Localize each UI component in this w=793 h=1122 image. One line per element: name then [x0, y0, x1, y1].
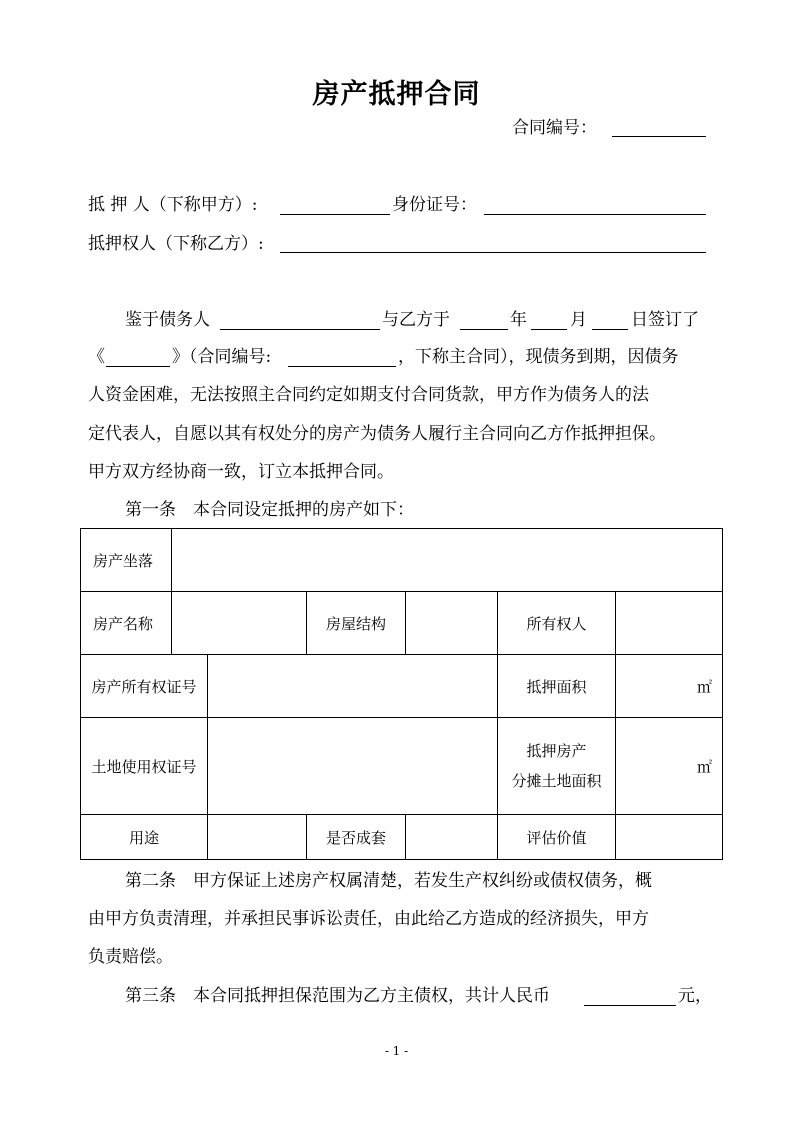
article-3-prefix: 第三条 本合同抵押担保范围为乙方主债权，共计人民币 [125, 986, 550, 1006]
owner-label: 所有权人 [498, 592, 616, 655]
mortgagor-blank[interactable] [280, 214, 390, 215]
location-value-cell[interactable] [172, 529, 723, 592]
mortgagor-label: 抵 押 人（下称甲方）: [88, 195, 258, 215]
owner-value-cell[interactable] [616, 592, 723, 655]
document-title: 房产抵押合同 [312, 79, 481, 110]
debtor-blank[interactable] [220, 329, 380, 330]
structure-label: 房屋结构 [307, 592, 406, 655]
land-cert-value-cell[interactable] [208, 718, 498, 815]
intro-line5: 甲方双方经协商一致，订立本抵押合同。 [88, 462, 394, 482]
amount-blank[interactable] [584, 1005, 676, 1006]
year-label: 年 [510, 310, 527, 330]
article-3-suffix: 元， [678, 986, 712, 1006]
property-name-value-cell[interactable] [172, 592, 307, 655]
main-contract-number-label: 》（合同编号: [172, 347, 272, 367]
valuation-value-cell[interactable] [616, 815, 723, 860]
sqm-unit: ㎡ [697, 757, 713, 776]
table-row [81, 592, 723, 655]
table-row [81, 655, 723, 718]
valuation-label: 评估价值 [498, 815, 616, 860]
usage-label: 用途 [81, 815, 208, 860]
main-contract-open: 《 [88, 347, 105, 367]
day-blank[interactable] [592, 329, 628, 330]
year-blank[interactable] [460, 329, 508, 330]
intro-with-party-b: 与乙方于 [382, 310, 450, 330]
main-contract-name-blank[interactable] [106, 366, 170, 367]
intro-line4: 定代表人，自愿以其有权处分的房产为债务人履行主合同向乙方作抵押担保。 [88, 424, 666, 444]
complete-set-value-cell[interactable] [406, 815, 498, 860]
land-area-label-line2: 分摊土地面积 [511, 772, 602, 790]
land-area-label-line1: 抵押房产 [526, 742, 587, 760]
contract-number-label: 合同编号： [512, 118, 597, 138]
table-row [81, 815, 723, 860]
day-signed-label: 日签订了 [631, 310, 699, 330]
table-row [81, 718, 723, 815]
month-label: 月 [570, 310, 587, 330]
page-number: - 1 - [384, 1044, 409, 1058]
land-area-value-cell[interactable] [616, 718, 723, 815]
mortgagee-label: 抵押权人（下称乙方）: [88, 234, 264, 254]
article-2-line3: 负责赔偿。 [88, 947, 173, 967]
article-2-line1: 第二条 甲方保证上述房产权属清楚，若发生产权纠纷或债权债务，概 [125, 871, 652, 891]
main-contract-number-blank[interactable] [288, 366, 396, 367]
intro-line2-rest: ，下称主合同），现债务到期，因债务 [398, 347, 679, 367]
id-number-blank[interactable] [484, 214, 706, 215]
article-2-line2: 由甲方负责清理，并承担民事诉讼责任，由此给乙方造成的经济损失，甲方 [88, 909, 649, 929]
land-area-label [498, 718, 616, 815]
intro-line3: 人资金困难，无法按照主合同约定如期支付合同货款，甲方作为债务人的法 [88, 385, 649, 405]
contract-number-blank[interactable] [612, 136, 706, 137]
ownership-cert-label: 房产所有权证号 [81, 655, 208, 718]
usage-value-cell[interactable] [208, 815, 307, 860]
month-blank[interactable] [531, 329, 567, 330]
mortgage-area-value-cell[interactable] [616, 655, 723, 718]
property-table [80, 528, 723, 860]
id-number-label: 身份证号： [392, 195, 477, 215]
mortgagee-blank[interactable] [280, 252, 706, 253]
intro-debtor-label: 鉴于债务人 [125, 310, 210, 330]
sqm-unit: ㎡ [697, 677, 713, 696]
ownership-cert-value-cell[interactable] [208, 655, 498, 718]
location-label: 房产坐落 [81, 529, 172, 592]
structure-value-cell[interactable] [406, 592, 498, 655]
land-cert-label: 土地使用权证号 [81, 718, 208, 815]
mortgage-area-label: 抵押面积 [498, 655, 616, 718]
complete-set-label: 是否成套 [307, 815, 406, 860]
table-row [81, 529, 723, 592]
article-1-heading: 第一条 本合同设定抵押的房产如下： [125, 500, 414, 520]
property-name-label: 房产名称 [81, 592, 172, 655]
